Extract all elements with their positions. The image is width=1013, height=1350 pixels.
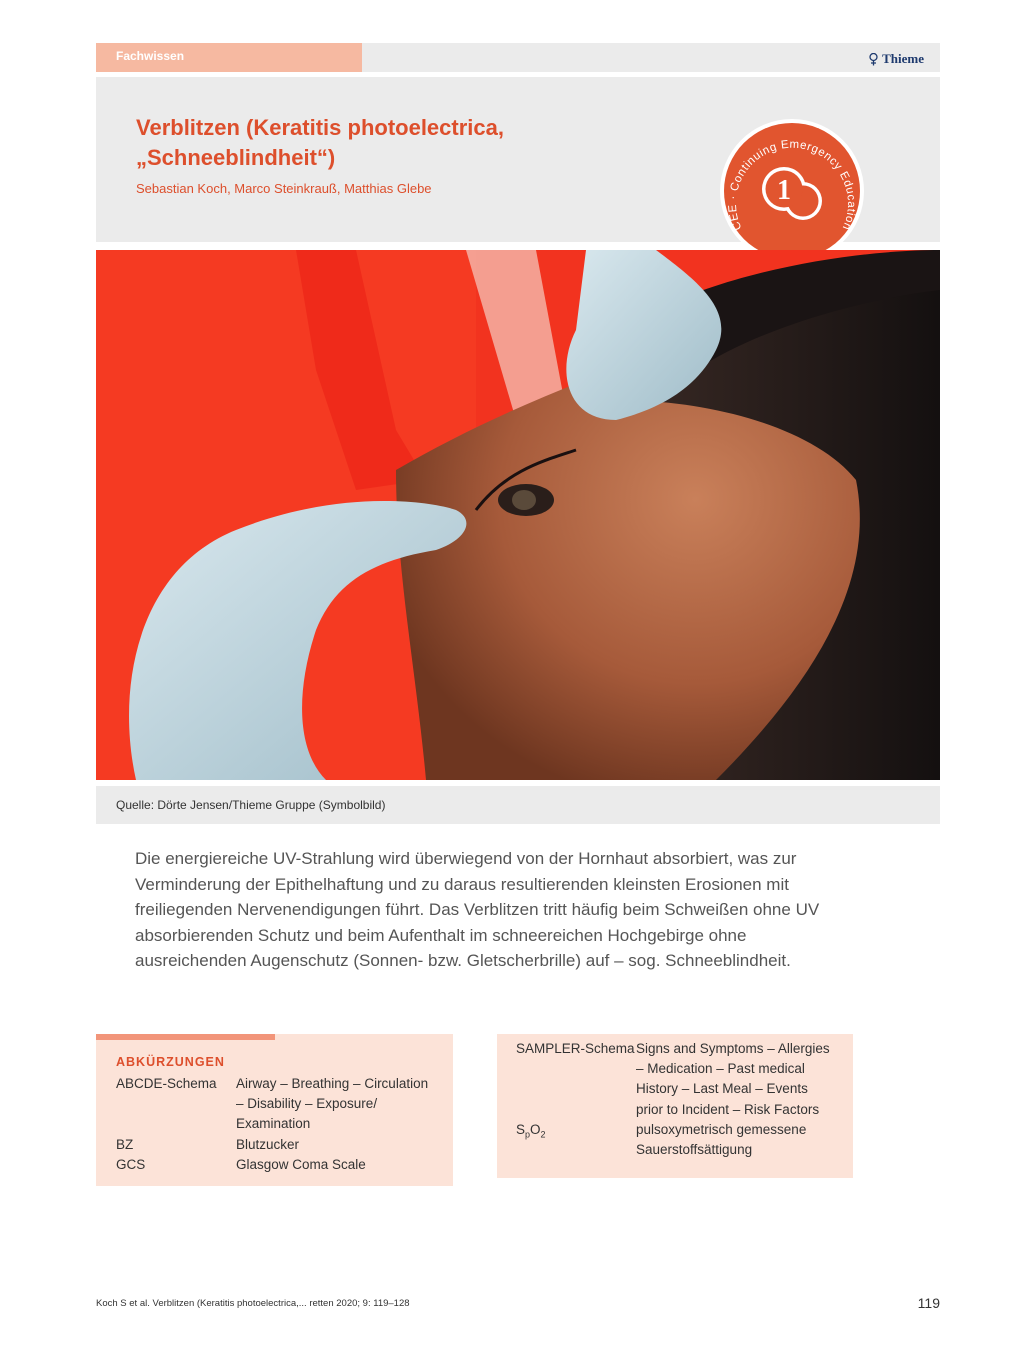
abbreviation-row [116, 1155, 436, 1175]
badge-number: 1 [777, 175, 791, 206]
abbreviation-definition: pulsoxymetrisch gemessene Sauerstoffsättigung [636, 1121, 807, 1158]
abbreviation-row [116, 1135, 436, 1155]
abbreviation-row [516, 1039, 838, 1120]
abbreviations-heading: ABKÜRZUNGEN [116, 1055, 225, 1069]
badge-arc-text: CEE · Continuing Emergency Education [726, 138, 858, 232]
eye-exam-photo [96, 250, 940, 780]
abbreviations-box-continued [497, 1034, 853, 1178]
section-label: Fachwissen [96, 43, 362, 72]
abbreviation-definition: Blutzucker [236, 1136, 300, 1152]
thieme-logo-icon [868, 53, 879, 66]
article-authors: Sebastian Koch, Marco Steinkrauß, Matthias Glebe [136, 181, 432, 196]
photo-caption: Quelle: Dörte Jensen/Thieme Gruppe (Symbolbild) [96, 786, 940, 824]
abbreviation-definition: Glasgow Coma Scale [236, 1156, 366, 1172]
abbreviation-definition: Airway – Breathing – Circulation – Disability – Exposure/ Examination [236, 1076, 429, 1132]
abbreviation-term: GCS [116, 1156, 146, 1172]
page-number: 119 [917, 1295, 940, 1311]
abbreviations-list-right [516, 1039, 838, 1160]
article-photo [96, 250, 940, 780]
publisher-name: Thieme [882, 51, 924, 66]
abbreviation-row [516, 1120, 838, 1160]
abbreviations-list-left [116, 1074, 436, 1175]
abbreviations-box [96, 1034, 453, 1186]
footer-citation: Koch S et al. Verblitzen (Keratitis photoelectrica,... retten 2020; 9: 119–128 [96, 1298, 410, 1309]
publisher-logo [868, 51, 924, 67]
abbreviation-row [116, 1074, 436, 1135]
abbreviation-term: $S_pO_2$ [516, 1121, 546, 1140]
abbreviation-term: SAMPLER-Schema [516, 1041, 635, 1056]
abbreviation-definition: Signs and Symptoms – Allergies – Medication – Past medical History – Last Meal – Events prior to Incident – Risk Factors [636, 1041, 830, 1117]
abbreviation-term: ABCDE-Schema [116, 1076, 217, 1091]
article-title: Verblitzen (Keratitis photoelectrica, „Schneeblindheit“) [136, 115, 504, 170]
cee-badge-icon [718, 117, 866, 265]
publisher-bar [362, 43, 940, 72]
intro-paragraph: Die energiereiche UV-Strahlung wird überwiegend von der Hornhaut absorbiert, was zur Verminderung der Epithelhaftung und zu daraus resultierenden kleinsten Erosionen mit freiliegenden Nervenendigungen führt. Das Verblitzen tritt häufig beim Schweißen ohne UV absorbierenden Schutz und beim Aufenthalt im schneereichen Hochgebirge ohne ausreichenden Augenschutz (Sonnen- bzw. Gletscherbrille) auf – sog. Schneeblindheit. [135, 849, 820, 970]
abbreviation-term: BZ [116, 1136, 134, 1152]
abbreviations-accent-bar [96, 1034, 275, 1040]
